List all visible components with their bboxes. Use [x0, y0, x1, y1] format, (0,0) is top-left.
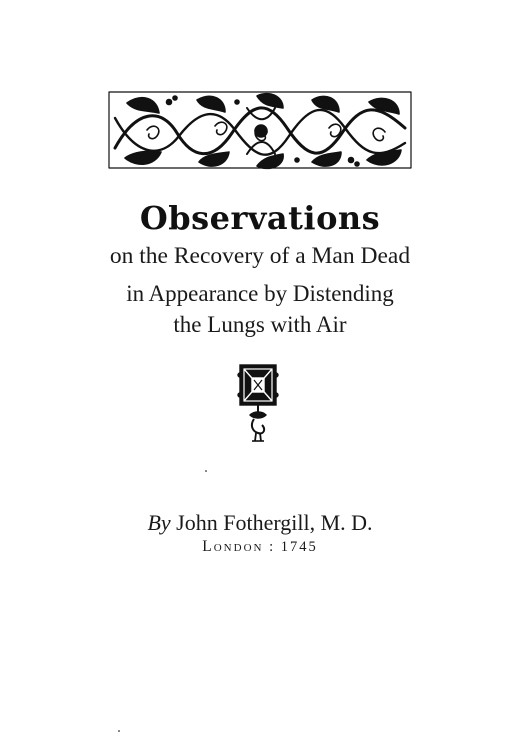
printers-device-icon	[236, 363, 280, 445]
imprint-place: London	[202, 538, 264, 555]
imprint-year: 1745	[280, 539, 318, 555]
imprint-separator: :	[263, 539, 281, 555]
by-word: By	[147, 510, 171, 535]
book-title: Observations	[139, 199, 381, 237]
foliate-headpiece-ornament	[107, 88, 413, 174]
paper-speck	[205, 470, 207, 472]
author-name: John Fothergill, M. D.	[170, 510, 373, 535]
subtitle-line-1: on the Recovery of a Man Dead	[109, 243, 411, 269]
imprint	[0, 538, 520, 556]
author-byline	[0, 510, 520, 536]
subtitle-line-3: the Lungs with Air	[173, 312, 347, 337]
paper-speck	[118, 730, 120, 732]
subtitle-line-2: in Appearance by Distending	[126, 281, 394, 306]
